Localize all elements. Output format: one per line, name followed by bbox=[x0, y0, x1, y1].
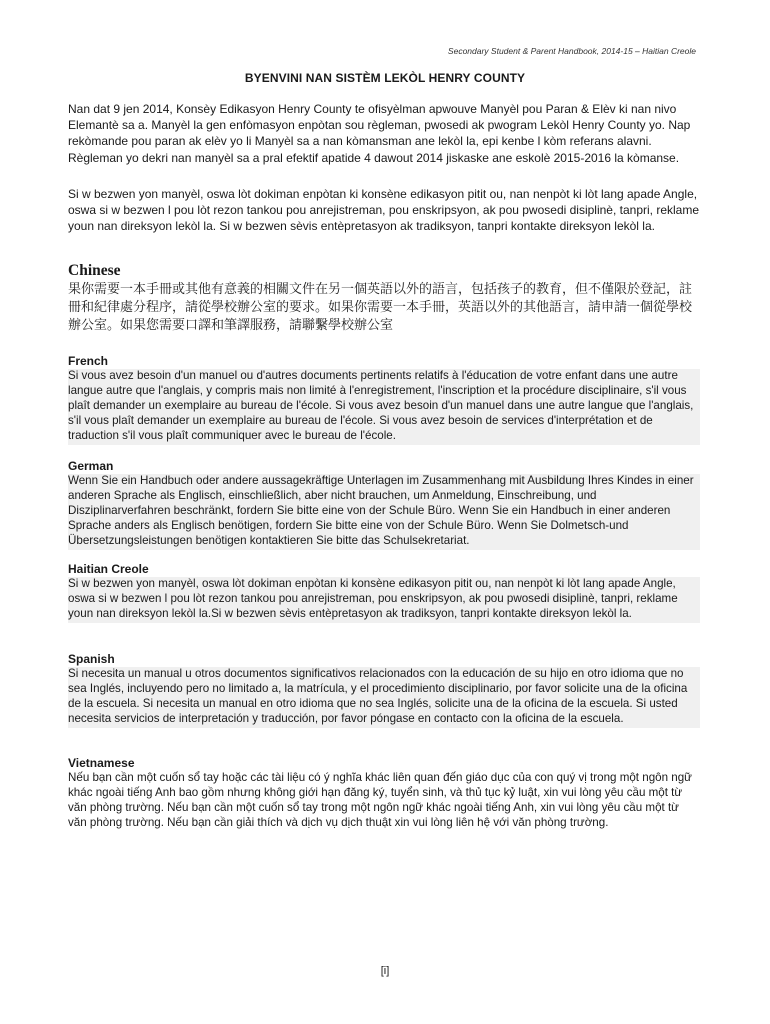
page-title: BYENVINI NAN SISTÈM LEKÒL HENRY COUNTY bbox=[244, 71, 526, 85]
chinese-heading: Chinese bbox=[68, 262, 121, 279]
german-text: Wenn Sie ein Handbuch oder andere aussagekräftige Unterlagen im Zusammenhang mit Ausbildung Ihres Kindes in einer anderen Sprache als Englisch, einschließlich, aber nicht brauchen, um Anmeldung, Einschreibung, und Disziplinarverfahren beschränkt, fordern Sie bitte eine von der Schule Büro. Wenn Sie ein Handbuch in einer anderen Sprache anders als Englisch benötigen, fordern Sie bitte eine von der Schule Büro. Wenn Sie Dolmetsch-und Übersetzungsleistungen benötigen kontaktieren Sie bitte das Schulsekretariat. bbox=[68, 474, 700, 550]
spanish-heading: Spanish bbox=[68, 652, 115, 666]
haitian-creole-text: Si w bezwen yon manyèl, oswa lòt dokiman enpòtan ki konsène edikasyon pitit ou, nan nenpòt ki lòt lang apade Angle, oswa si w bezwen l pou lòt rezon tankou pou anrejistreman, pou enskripsyon, ak pou pwosedi disiplinè, tanpri, reklame youn nan direksyon lekòl la.Si w bezwen sèvis entèpretasyon ak tradiksyon, tanpri kontakte direksyon lekòl la. bbox=[68, 577, 700, 623]
spanish-text: Si necesita un manual u otros documentos significativos relacionados con la educación de su hijo en otro idioma que no sea Inglés, incluyendo pero no limitado a, la matrícula, y el procedimiento disciplinario, por favor solicite una de la oficina de la escuela. Si necesita un manual en otro idioma que no sea Inglés, solicite una de la oficina de la escuela. Si usted necesita servicios de interpretación y traducción, por favor póngase en contacto con la oficina de la escuela. bbox=[68, 667, 700, 728]
french-text: Si vous avez besoin d'un manuel ou d'autres documents pertinents relatifs à l'éducation de votre enfant dans une autre langue autre que l'anglais, y compris mais non limité à l'enregistrement, l'inscription et la procédure disciplinaire, s'il vous plaît demander un exemplaire au bureau de l'école. Si vous avez besoin d'un manuel dans une autre langue que l'anglais, s'il vous plaît demander un exemplaire au bureau de l'école. Si vous avez besoin de services d'interprétation et de traduction s'il vous plaît communiquer avec le bureau de l'école. bbox=[68, 369, 700, 445]
running-header: Secondary Student & Parent Handbook, 2014-15 – Haitian Creole bbox=[447, 46, 696, 56]
chinese-text: 果你需要一本手冊或其他有意義的相關文件在另一個英語以外的語言，包括孩子的教育，但不僅限於登記，註冊和紀律處分程序，請從學校辦公室的要求。如果你需要一本手冊，英語以外的其他語言，請申請一個從學校辦公室。如果您需要口譯和筆譯服務，請聯繫學校辦公室 bbox=[68, 281, 693, 333]
intro-paragraph-1: Nan dat 9 jen 2014, Konsèy Edikasyon Henry County te ofisyèlman apwouve Manyèl pou Paran & Elèv ki nan nivo Elemantè sa a. Manyèl la gen enfòmasyon enpòtan sou règleman, pwosedi ak pwogram Lekòl Henry County yo. Nap rekòmande pou paran ak elèv yo li Manyèl sa a nan kòmansman ane lekòl la, epi kenbe l kòm referans alavni. Règleman yo dekri nan manyèl sa a pral efektif apatide 4 dawout 2014 jiskaske ane eskolè 2015-2016 la kòmanse. bbox=[68, 102, 691, 165]
haitian-creole-heading: Haitian Creole bbox=[68, 562, 149, 576]
french-heading: French bbox=[68, 354, 109, 368]
vietnamese-heading: Vietnamese bbox=[68, 756, 135, 770]
intro-paragraph-2: Si w bezwen yon manyèl, oswa lòt dokiman enpòtan ki konsène edikasyon pitit ou, nan nenpòt ki lòt lang apade Angle, oswa si w bezwen l pou lòt rezon tankou pou anrejistreman, pou enskripsyon, ak pou pwosedi disiplinè, tanpri, reklame youn nan direksyon lekòl la. Si w bezwen sèvis entèpretasyon ak tradiksyon, tanpri kontakte direksyon lekòl la. bbox=[68, 187, 700, 234]
page-number: [i] bbox=[380, 965, 390, 977]
german-heading: German bbox=[68, 459, 114, 473]
vietnamese-text: Nếu bạn cần một cuốn sổ tay hoặc các tài liệu có ý nghĩa khác liên quan đến giáo dục của con quý vị trong một ngôn ngữ khác ngoài tiếng Anh bao gồm nhưng không giới hạn đăng ký, tuyển sinh, và thủ tục kỷ luật, xin vui lòng yêu cầu một từ văn phòng trường. Nếu bạn cần một cuốn sổ tay trong một ngôn ngữ khác ngoài tiếng Anh, xin vui lòng yêu cầu một từ văn phòng trường. Nếu bạn cần giải thích và dịch vụ dịch thuật xin vui lòng liên hệ với văn phòng trường. bbox=[68, 771, 692, 829]
